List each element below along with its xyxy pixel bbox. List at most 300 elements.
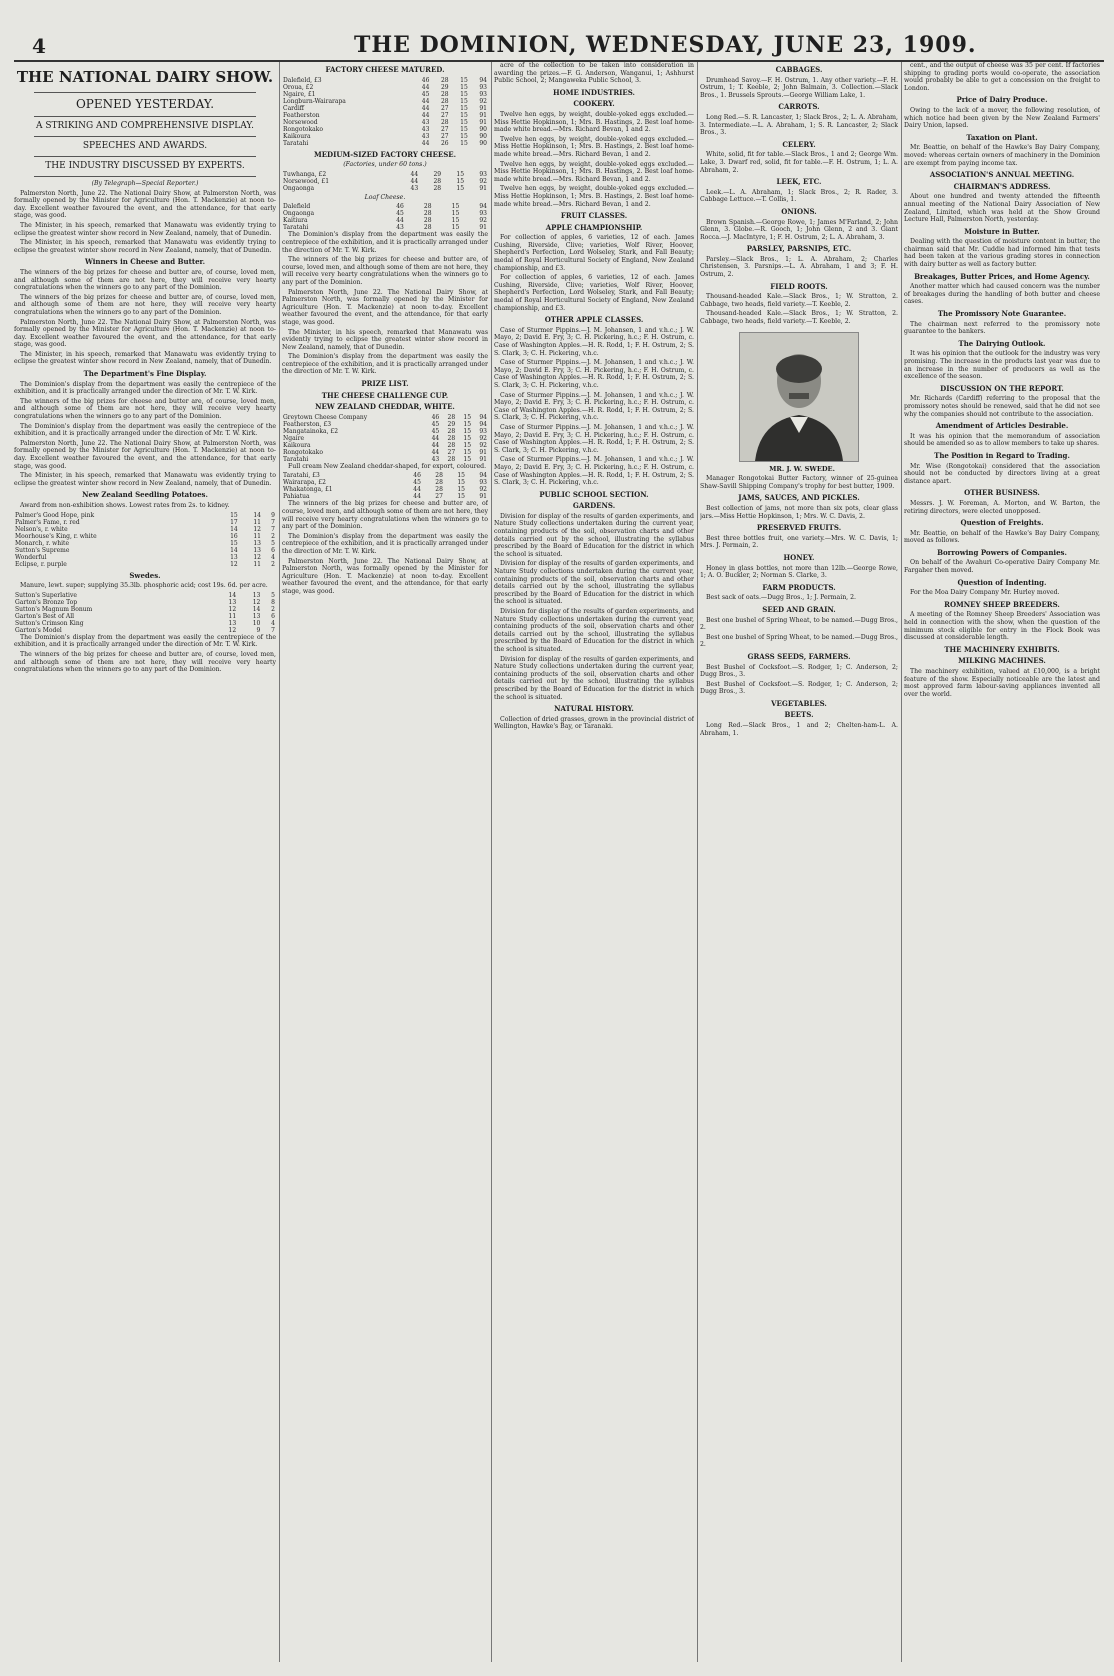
table-cell-name: Eclipse, r. purple [15, 560, 67, 568]
article-paragraph: Case of Sturmer Pippins.—J. M. Johansen, 1 and v.h.c.; J. W. Mayo, 2; David E. Fry, 3; C. H. Pickering, h.c.; F. H. Ostrum, c. Case of Washington Apples.—H. R. Rodd, 1; F. H. Ostrum, 2; S. S. Clark, 3; C. H. Pickering, v.h.c. [494, 359, 694, 389]
table-cell-value: 44 [421, 83, 430, 91]
table-cell-value: 93 [479, 210, 487, 218]
article-paragraph: The machinery exhibition, valued at £10,000, is a bright feature of the show. Especially noticeable are the latest and most approved farm labour-saving appliances invented all over the world. [904, 668, 1100, 698]
table-cell-value: 15 [463, 420, 472, 428]
section-heading: PRESERVED FRUITS. [756, 523, 842, 533]
section-heading: COOKERY. [573, 99, 615, 109]
section-heading: SEED AND GRAIN. [762, 604, 836, 614]
article-paragraph: It was his opinion that the outlook for the industry was very promising. The increase in the products last year was due to an increase in the number of producers as well as the excellence of the season. [904, 350, 1100, 381]
byline: (By Telegraph—Special Reporter.) [91, 180, 199, 187]
article-paragraph: The chairman next referred to the promissory note guarantee to the bankers. [904, 320, 1100, 336]
article-paragraph: Long Red.—Slack Bros., 1 and 2; Chelten-ham-L. A. Abraham, 1. [700, 722, 898, 737]
table-cell-value: 43 [396, 224, 404, 232]
article-paragraph: The Dominion's display from the department was easily the centrepiece of the exhibition, and it is practically arranged under the direction of Mr. T. W. Kirk. [14, 422, 276, 438]
table-cell-value: 28 [447, 427, 456, 435]
article-paragraph: Drumhead Savoy.—F. H. Ostrum, 1. Any other variety.—F. H. Ostrum, 1; T. Keeble, 2; John Balmain, 3. Collection.—Slack Bros., 1. Brussels Sprouts.—George William Lake, 1. [700, 76, 898, 99]
potato-table [14, 512, 276, 568]
article-paragraph: Twelve hen eggs, by weight, double-yoked eggs excluded.—Miss Hettie Hopkinson, 1; Mrs. B. Hastings, 2. Best loaf home-made white bread.—Mrs. Richard Bevan, 1 and 2. [494, 185, 694, 208]
article-paragraph: Twelve hen eggs, by weight, double-yoked eggs excluded.—Miss Hettie Hopkinson, 1; Mrs. B. Hastings, 2. Best loaf home-made white bread.—Mrs. Richard Bevan, 1 and 2. [494, 160, 694, 183]
table-cell-name: Taratahi [283, 139, 309, 147]
article-paragraph: The Dominion's display from the department was easily the centrepiece of the exhibition, and it is practically arranged under the direction of Mr. T. W. Kirk. [282, 532, 488, 555]
table-cell-value: 29 [433, 170, 442, 178]
table-cell-value: 27 [440, 111, 449, 119]
table-row [14, 526, 276, 533]
table-cell-value: 12 [228, 626, 237, 634]
section-heading: NEW ZEALAND CHEDDAR, WHITE. [315, 402, 455, 412]
article-paragraph: Division for display of the results of garden experiments, and Nature Study collections undertaken during the current year, containing products of the soil, observation charts and other details carried out by the school, illustrating the syllabus prescribed by the Board of Education for the district in which the school is situated. [494, 608, 694, 653]
section-heading: FACTORY CHEESE MATURED. [325, 65, 445, 74]
table-row [282, 449, 488, 456]
article-paragraph: acre of the collection to be taken into consideration in awarding the prizes.—F. G. Anderson, Wanganui, 1; Ashhurst Public School, 2; Mangaweka Public School, 3. [494, 62, 694, 85]
table-cell-value: 44 [431, 434, 440, 442]
article-paragraph: Palmerston North, June 22. The National Dairy Show, at Palmerston North, was formally opened by the Minister for Agriculture (Hon. T. Mackenzie) at noon to-day. Excellent weather favoured the event, and the attendance, for that early stage, was good. [282, 288, 488, 326]
table-cell-value: 46 [421, 76, 430, 84]
column-1 [14, 62, 276, 1662]
table-row [14, 606, 276, 613]
table-cell-value: 28 [433, 177, 442, 185]
table-row [282, 112, 488, 119]
table-cell-value: 11 [253, 560, 261, 568]
article-paragraph: Dealing with the question of moisture content in butter, the chairman said that Mr. Cuddie had informed him that tests had been taken at the various grading stores in connection with dairy butter as well as factory butter. [904, 238, 1100, 269]
article-paragraph: Brown Spanish.—George Rowe, 1; James M'Farland, 2; John Glenn, 3. Globe.—R. Gooch, 1; John Glenn, 2 and 3. Giant Rocca.—J. MacIntyre, 1; F. H. Ostrum, 2; L. A. Abraham, 3. [700, 218, 898, 241]
table-cell-value: 28 [447, 441, 456, 449]
article-paragraph: Case of Sturmer Pippins.—J. M. Johansen, 1 and v.h.c.; J. W. Mayo, 2; David E. Fry, 3; C. H. Pickering, h.c.; F. H. Ostrum, c. Case of Washington Apples.—H. R. Rodd, 1; F. H. Ostrum, 2; S. S. Clark, 3; C. H. Pickering, v.h.c. [494, 326, 694, 357]
section-heading: CABBAGES. [775, 65, 823, 74]
article-paragraph: Division for display of the results of garden experiments, and Nature Study collections undertaken during the current year, containing products of the soil, observation charts and other details carried out by the school, illustrating the syllabus prescribed by the Board of Education for the district in which the school is situated. [494, 560, 694, 606]
rule [34, 136, 256, 137]
section-heading: MILKING MACHINES. [958, 656, 1046, 666]
table-cell-value: 92 [479, 441, 487, 449]
rule [34, 156, 256, 157]
table-cell-value: 14 [230, 525, 238, 533]
table-cell-name: Garton's Model [15, 626, 62, 634]
table-row [282, 435, 488, 442]
table-cell-value: 91 [479, 184, 487, 192]
article-paragraph: Division for display of the results of garden experiments, and Nature Study collections undertaken during the current year, containing products of the soil, observation charts and other details carried out by the school, illustrating the syllabus prescribed by the Board of Education for the district in which the school is situated. [494, 512, 694, 558]
page-number: 4 [32, 34, 46, 58]
table-row [282, 171, 488, 178]
table-cell-name: Mangatainoka, £2 [283, 427, 339, 435]
table-cell-value: 28 [447, 413, 456, 421]
article-paragraph: Thousand-headed Kale.—Slack Bros., 1; W. Stratton, 2. Cabbage, two heads, field variety.—T. Keeble, 2. [700, 310, 898, 326]
article-paragraph: The winners of the big prizes for cheese and butter are, of course, loved men, and although some of them are not here, they will receive very hearty congratulations when the winners go to any part of the Dominion. [282, 500, 488, 531]
table-cell-value: 43 [410, 184, 419, 192]
table-cell-value: 15 [451, 203, 460, 211]
section-heading: CARROTS. [778, 102, 820, 112]
table-cell-value: 14 [252, 605, 261, 613]
article-paragraph: Honey in glass bottles, not more than 12lb.—George Rowe, 1; A. O. Buckler, 2; Norman S. Clarke, 3. [700, 564, 898, 580]
column-divider [901, 62, 902, 1662]
article-paragraph: On behalf of the Awahuri Co-operative Dairy Company Mr. Fargaher then moved. [904, 559, 1100, 575]
section-heading: ASSOCIATION'S ANNUAL MEETING. [929, 170, 1075, 180]
table-cell-value: 15 [463, 455, 472, 463]
table-cell-value: 91 [479, 111, 487, 119]
column-divider [491, 62, 492, 1662]
table-row [14, 547, 276, 554]
article-paragraph: The Minister, in his speech, remarked that Manawatu was evidently trying to eclipse the greatest winter show record in New Zealand, namely, that of Dunedin. [14, 350, 276, 366]
table-cell-value: 43 [431, 455, 440, 463]
section-heading: Swedes. [129, 570, 161, 580]
table-cell-value: 93 [479, 427, 487, 435]
table-cell-value: 15 [230, 539, 238, 547]
table-row [282, 428, 488, 435]
table-row [14, 540, 276, 547]
article-paragraph: The winners of the big prizes for cheese and butter are, of course, loved men, and although some of them are not here, they will receive very hearty congratulations when the winners go to any part of the Dominion. [14, 293, 276, 316]
section-heading: PUBLIC SCHOOL SECTION. [539, 489, 649, 499]
table-cell-value: 15 [460, 97, 468, 105]
table-cell-value: 11 [253, 518, 261, 526]
table-cell-name: Featherston [283, 111, 320, 119]
table-cell-name: Sutton's Magnum Bonum [15, 605, 93, 613]
table-cell-value: 44 [413, 493, 421, 501]
section-heading: ONIONS. [781, 206, 817, 216]
table-cell-value: 94 [479, 420, 487, 428]
table-cell-name: Taratahi [283, 224, 309, 232]
table-cell-value: 46 [413, 472, 421, 480]
table-cell-value: 44 [431, 441, 440, 449]
section-heading: CELERY. [782, 139, 816, 149]
table-cell-name: Palmer's Good Hope, pink [15, 511, 95, 519]
table-cell-value: 28 [440, 76, 449, 84]
section-heading: Amendment of Articles Desirable. [935, 421, 1069, 431]
table-cell-name: Ongaonga [283, 210, 315, 218]
table-row [282, 84, 488, 91]
table-cell-value: 44 [421, 97, 430, 105]
table-cell-value: 92 [479, 434, 487, 442]
article-paragraph: Twelve hen eggs, by weight, double-yoked eggs excluded.—Miss Hettie Hopkinson, 1; Mrs. B. Hastings, 2. Best loaf home-made white bread.—Mrs. Richard Bevan, 1 and 2. [494, 110, 694, 134]
section-heading: THE CHEESE CHALLENGE CUP. [321, 390, 449, 400]
table-cell-value: 6 [271, 612, 275, 620]
article-paragraph: Best three bottles fruit, one variety.—Mrs. W. C. Davis, 1; Mrs. J. Permain, 2. [700, 534, 898, 550]
table-cell-value: 92 [479, 217, 487, 225]
table-cell-value: 10 [252, 619, 261, 627]
section-heading: MEDIUM-SIZED FACTORY CHEESE. [313, 149, 457, 159]
section-heading: NATURAL HISTORY. [554, 704, 634, 714]
table-cell-value: 92 [479, 486, 487, 494]
table-cell-value: 94 [479, 76, 487, 84]
table-cell-value: 15 [460, 132, 468, 140]
table-cell-value: 15 [457, 472, 465, 480]
table-cell-name: Moorhouse's King, r. white [15, 532, 97, 540]
article-paragraph: Mr. Beattie, on behalf of the Hawke's Bay Dairy Company, moved: whereas certain owners of machinery in the Dominion are exempt from paying income tax. [904, 144, 1100, 167]
table-cell-name: Taratahi, £3 [283, 472, 320, 480]
table-cell-value: 13 [252, 612, 261, 620]
table-cell-value: 91 [479, 455, 487, 463]
table-cell-value: 15 [463, 427, 472, 435]
table-row [14, 554, 276, 561]
table-cell-value: 13 [253, 546, 261, 554]
table-row [282, 178, 488, 185]
table-cell-value: 28 [423, 203, 432, 211]
section-heading: The Dairying Outlook. [958, 338, 1046, 348]
table-cell-value: 15 [451, 217, 460, 225]
table-cell-value: 91 [479, 104, 487, 112]
table-cell-value: 13 [252, 591, 261, 599]
table-cell-value: 12 [228, 605, 237, 613]
table-cell-name: Oroua, £2 [283, 83, 314, 91]
table-cell-value: 15 [460, 118, 468, 126]
column-divider [279, 62, 280, 1662]
table-cell-value: 15 [456, 177, 465, 185]
section-heading: Borrowing Powers of Companies. [937, 547, 1067, 557]
article-paragraph: Palmerston North, June 22. The National Dairy Show, at Palmerston North, was formally opened by the Minister for Agriculture (Hon. T. Mackenzie) at noon to-day. Excellent weather favoured the event, and the attendance, for that early stage, was good. [14, 439, 276, 470]
table-cell-value: 28 [447, 455, 456, 463]
table-cell-value: 45 [396, 210, 404, 218]
table-row [282, 98, 488, 105]
table-cell-value: 15 [463, 448, 472, 456]
article-paragraph: Leek.—L. A. Abraham, 1; Slack Bros., 2; R. Rader, 3. Cabbage Lettuce.—T. Collis, 1. [700, 188, 898, 204]
table-cell-value: 2 [271, 605, 275, 613]
masthead [14, 30, 1104, 62]
table-row [282, 217, 488, 224]
table-cell-name: Ongaonga [283, 184, 315, 192]
table-cell-value: 14 [253, 511, 261, 519]
table-cell-value: 8 [271, 598, 275, 606]
table-cell-name: Norsewood [283, 118, 318, 126]
table-cell-value: 93 [479, 83, 487, 91]
rule [34, 92, 256, 93]
article-paragraph: Mr. Beattie, on behalf of the Hawke's Bay Dairy Company, moved as follows. [904, 529, 1100, 545]
table-cell-name: Nelson's, r. white [15, 525, 68, 533]
section-heading: JAMS, SAUCES, AND PICKLES. [738, 493, 860, 503]
table-cell-value: 28 [423, 217, 432, 225]
table-cell-name: Garton's Bronze Top [15, 598, 78, 606]
column-2 [282, 62, 488, 1662]
table-cell-value: 15 [460, 139, 468, 147]
table-cell-name: Greytown Cheese Company [283, 413, 368, 421]
table-row [14, 512, 276, 519]
article-paragraph: Manager Rongotokai Butter Factory, winner of 25-guinea Shaw-Savill Shipping Company's trophy for best butter, 1909. [700, 475, 898, 490]
table-cell-value: 44 [396, 217, 404, 225]
article-paragraph: A meeting of the Romney Sheep Breeders' Association was held in connection with the show, when the question of the minimum stock eligible for entry in the Flock Book was discussed at considerable length. [904, 611, 1100, 642]
table-cell-value: 91 [479, 448, 487, 456]
table-row [282, 77, 488, 84]
table-cell-value: 13 [253, 539, 261, 547]
table-cell-value: 15 [460, 83, 468, 91]
rule [34, 176, 256, 177]
table-cell-name: Monarch, r. white [15, 539, 70, 547]
table-cell-value: 44 [421, 111, 430, 119]
table-cell-name: Tuwhanga, £2 [283, 170, 327, 178]
table-cell-value: 7 [271, 626, 275, 634]
table-cell-value: 15 [230, 511, 238, 519]
table-cell-value: 29 [447, 420, 456, 428]
table-cell-value: 45 [421, 90, 430, 98]
section-heading: OTHER APPLE CLASSES. [544, 315, 644, 325]
article-paragraph: Mr. Wise (Rongotokai) considered that the association should not be conducted by directors living at a great distance apart. [904, 462, 1100, 485]
table-cell-value: 12 [253, 525, 261, 533]
table-row [282, 133, 488, 140]
article-paragraph: Thousand-headed Kale.—Slack Bros., 1; W. Stratton, 2. Cabbage, two heads, field variety.—T. Keeble, 2. [700, 293, 898, 308]
table-cell-value: 28 [447, 434, 456, 442]
article-paragraph: Mr. Richards (Cardiff) referring to the proposal that the promissory notes should be renewed, said that he did not see why the companies should not contribute to the association. [904, 395, 1100, 418]
table-cell-name: Kaitiura [283, 217, 308, 225]
table-cell-value: 92 [479, 177, 487, 185]
article-paragraph: The Minister, in his speech, remarked that Manawatu was evidently trying to eclipse the greatest winter show record in New Zealand, namely, that of Dunedin. [14, 239, 276, 254]
table-row [14, 561, 276, 568]
table-cell-value: 43 [421, 118, 430, 126]
section-heading: Question of Freights. [960, 518, 1044, 528]
loaf-cheese-table [282, 203, 488, 231]
table-cell-value: 12 [253, 553, 261, 561]
table-cell-value: 28 [423, 224, 432, 232]
table-cell-value: 11 [228, 612, 237, 620]
table-cell-name: Longburn-Wairarapa [283, 97, 346, 105]
table-cell-value: 16 [230, 532, 238, 540]
article-paragraph: About one hundred and twenty attended the fifteenth annual meeting of the National Dairy Association of New Zealand, Limited, which was held at the Show Ground Lecture Hall, Palmerston North, yesterday. [904, 193, 1100, 224]
table-cell-value: 27 [440, 125, 449, 133]
portrait-photo [739, 332, 859, 462]
table-cell-value: 14 [228, 591, 237, 599]
section-heading: OTHER BUSINESS. [964, 488, 1040, 498]
table-cell-name: Rongotokako [283, 125, 323, 133]
table-cell-value: 28 [435, 479, 443, 487]
table-row [282, 486, 488, 493]
article-paragraph: Case of Sturmer Pippins.—J. M. Johansen, 1 and v.h.c.; J. W. Mayo, 2; David E. Fry, 3; C. H. Pickering, h.c.; F. H. Ostrum, c. Case of Washington Apples.—H. R. Rodd, 1; F. H. Ostrum, 2; S. S. Clark, 3; C. H. Pickering, v.h.c. [494, 423, 694, 454]
article-paragraph: Palmerston North, June 22. The National Dairy Show, at Palmerston North, was formally opened by the Minister for Agriculture (Hon. T. Mackenzie) at noon to-day. Excellent weather favoured the event, and the attendance, for that early stage, was good. [282, 557, 488, 595]
table-cell-value: 9 [256, 626, 261, 634]
section-heading: VEGETABLES. [771, 698, 827, 708]
section-heading: Taxation on Plant. [966, 132, 1038, 142]
table-cell-value: 15 [457, 479, 465, 487]
table-cell-value: 6 [271, 546, 275, 554]
table-cell-value: 9 [271, 511, 275, 519]
table-cell-value: 4 [271, 553, 275, 561]
table-cell-value: 28 [435, 486, 443, 494]
table-cell-name: Palmer's Fame, r. red [15, 518, 80, 526]
article-paragraph: Best Bushel of Cocksfoot.—S. Rodger, 1; C. Anderson, 2; Dugg Bros., 3. [700, 680, 898, 696]
table-cell-value: 43 [421, 125, 430, 133]
table-cell-value: 28 [433, 184, 442, 192]
table-cell-value: 15 [457, 486, 465, 494]
column-5 [904, 62, 1100, 1662]
table-cell-value: 13 [230, 553, 238, 561]
section-heading: GARDENS. [572, 501, 616, 511]
table-cell-name: Norsewood, £1 [283, 177, 330, 185]
section-heading: FARM PRODUCTS. [762, 582, 836, 592]
article-paragraph: Best sack of oats.—Dugg Bros., 1; J. Permain, 2. [706, 594, 857, 602]
table-cell-value: 7 [271, 518, 275, 526]
table-row [282, 185, 488, 192]
table-cell-value: 93 [479, 170, 487, 178]
table-cell-name: Rongotokako [283, 448, 323, 456]
article-paragraph: The Minister, in his speech, remarked that Manawatu was evidently trying to eclipse the greatest winter show record in New Zealand, namely, that of Dunedin. [14, 472, 276, 487]
article-paragraph: The winners of the big prizes for cheese and butter are, of course, loved men, and although some of them are not here, they will receive very hearty congratulations when the winners go to any part of the Dominion. [282, 256, 488, 286]
table-cell-name: Ngaire [283, 434, 305, 442]
table-cell-value: 28 [423, 210, 432, 218]
table-row [14, 592, 276, 599]
table-row [14, 620, 276, 627]
table-row [282, 119, 488, 126]
table-cell-value: 15 [451, 210, 460, 218]
section-heading: Winners in Cheese and Butter. [84, 257, 206, 267]
table-cell-value: 4 [271, 619, 275, 627]
table-cell-name: Sutton's Crimson King [15, 619, 84, 627]
section-heading: APPLE CHAMPIONSHIP. [545, 222, 643, 232]
table-cell-value: 28 [440, 90, 449, 98]
table-cell-value: 15 [463, 413, 472, 421]
table-cell-name: Dalefield, £3 [283, 76, 322, 84]
table-row [14, 613, 276, 620]
table-cell-value: 15 [460, 90, 468, 98]
note: (Factories, under 60 tons.) [343, 161, 427, 169]
section-heading: The Promissory Note Guarantee. [937, 309, 1067, 319]
table-row [282, 456, 488, 463]
article-paragraph: Owing to the lack of a mover, the following resolution, of which notice had been given by the New Zealand Farmers' Dairy Union, lapsed. [904, 106, 1100, 130]
table-cell-value: 94 [479, 413, 487, 421]
article-paragraph: Best one bushel of Spring Wheat, to be named.—Dugg Bros., 2. [700, 616, 898, 632]
table-cell-value: 2 [271, 560, 275, 568]
article-paragraph: Division for display of the results of garden experiments, and Nature Study collections undertaken during the current year, containing products of the soil, observation charts and other details carried out by the school, illustrating the syllabus prescribed by the Board of Education for the district in which the school is situated. [494, 655, 694, 701]
table-cell-value: 93 [479, 479, 487, 487]
article-paragraph: Palmerston North, June 22. The National Dairy Show, at Palmerston North, was formally opened by the Minister for Agriculture (Hon. T. Mackenzie) at noon to-day. Excellent weather favoured the event, and the attendance, for that early stage, was good. [14, 189, 276, 220]
table-cell-value: 94 [479, 472, 487, 480]
table-cell-value: 44 [410, 170, 419, 178]
dairy-subtitle-1: OPENED YESTERDAY. [75, 97, 215, 111]
section-heading: Price of Dairy Produce. [956, 95, 1048, 105]
article-paragraph: Best Bushel of Cocksfoot.—S. Rodger, 1; C. Anderson, 2; Dugg Bros., 3. [700, 663, 898, 679]
article-paragraph: For the Moa Dairy Company Mr. Hurley moved. [910, 589, 1060, 597]
column-4 [700, 62, 898, 1662]
table-cell-name: Sutton's Supreme [15, 546, 70, 554]
full-cream-table [282, 472, 488, 500]
table-cell-value: 13 [228, 598, 237, 606]
table-cell-name: Kaikoura [283, 132, 311, 140]
table-cell-value: 15 [463, 434, 472, 442]
article-paragraph: Long Red.—S. R. Lancaster, 1; Slack Bros., 2; L. A. Abraham, 3. Intermediate.—L. A. Abraham, 1; S. R. Lancaster, 2; Slack Bros., 3. [700, 113, 898, 137]
section-heading: FIELD ROOTS. [770, 281, 828, 291]
article-paragraph: Case of Sturmer Pippins.—J. M. Johansen, 1 and v.h.c.; J. W. Mayo, 2; David E. Fry, 3; C. H. Pickering, h.c.; F. H. Ostrum, c. Case of Washington Apples.—H. R. Rodd, 1; F. H. Ostrum, 2; S. S. Clark, 3; C. H. Pickering, v.h.c. [494, 456, 694, 487]
article-paragraph: It was his opinion that the memorandum of association should be amended so as to allow members to take up shares. [904, 432, 1100, 448]
table-cell-name: Wonderful [15, 553, 47, 561]
table-cell-value: 28 [440, 97, 449, 105]
table-cell-value: 46 [396, 203, 404, 211]
article-paragraph: The winners of the big prizes for cheese and butter are, of course, loved men, and although some of them are not here, they will receive very hearty congratulations when the winners go to any part of the Dominion. [14, 650, 276, 674]
article-paragraph: The Minister, in his speech, remarked that Manawatu was evidently trying to eclipse the greatest winter show record in New Zealand, namely, that of Dunedin. [282, 328, 488, 351]
table-cell-value: 28 [440, 118, 449, 126]
section-heading: FRUIT CLASSES. [560, 211, 628, 221]
swede-table [14, 592, 276, 634]
table-cell-value: 14 [230, 546, 238, 554]
article-paragraph: Twelve hen eggs, by weight, double-yoked eggs excluded.—Miss Hettie Hopkinson, 1; Mrs. B. Hastings, 2. Best loaf home-made white bread.—Mrs. Richard Bevan, 1 and 2. [494, 135, 694, 158]
article-paragraph: White, solid, fit for table.—Slack Bros., 1 and 2; George Wm. Lake, 3. Dwarf red, solid, fit for table.—F. H. Ostrum, 1; L. A. Abraham, 2. [700, 151, 898, 174]
article-paragraph: Collection of dried grasses, grown in the provincial district of Wellington, Hawke's Bay, or Taranaki. [494, 715, 694, 731]
table-cell-name: Taratahi [283, 455, 309, 463]
section-heading: PARSLEY, PARSNIPS, ETC. [746, 244, 852, 254]
article-paragraph: Best collection of jams, not more than six pots, clear glass jars.—Miss Hettie Hopkinson, 1; Mrs. W. C. Davis, 2. [700, 505, 898, 520]
table-cell-value: 90 [479, 139, 487, 147]
table-cell-value: 94 [479, 203, 487, 211]
factory-cheese-table [282, 77, 488, 147]
table-cell-value: 15 [457, 493, 465, 501]
table-cell-name: Pahiatua [283, 493, 310, 501]
section-heading: Breakages, Butter Prices, and Home Agency. [914, 271, 1090, 281]
table-cell-value: 46 [431, 413, 440, 421]
section-heading: GRASS SEEDS, FARMERS. [747, 651, 851, 661]
medium-cheese-table [282, 171, 488, 192]
table-cell-value: 91 [479, 118, 487, 126]
table-cell-value: 45 [431, 420, 440, 428]
section-heading: CHAIRMAN'S ADDRESS. [953, 181, 1051, 191]
portrait-illustration [740, 333, 858, 461]
table-row [282, 140, 488, 147]
table-cell-name: Whakatonga, £1 [283, 486, 333, 494]
table-cell-value: 15 [460, 111, 468, 119]
section-heading: Loaf Cheese. [364, 193, 406, 201]
section-heading: DISCUSSION ON THE REPORT. [940, 383, 1064, 393]
article-paragraph: cent., and the output of cheese was 35 per cent. If factories shipping to grading ports would co-operate, the association would probably be able to get a concession on the freight to London. [904, 62, 1100, 92]
article-paragraph: For collection of apples, 6 varieties, 12 of each. James Cushing, Riverside, Clive; varieties, Wolf River, Hoover, Shepherd's Perfection, Lord Wolseley, Stark, and Fall Beauty; medal of Royal Horticultural Society of England, New Zealand championship, and £3. [494, 274, 694, 312]
